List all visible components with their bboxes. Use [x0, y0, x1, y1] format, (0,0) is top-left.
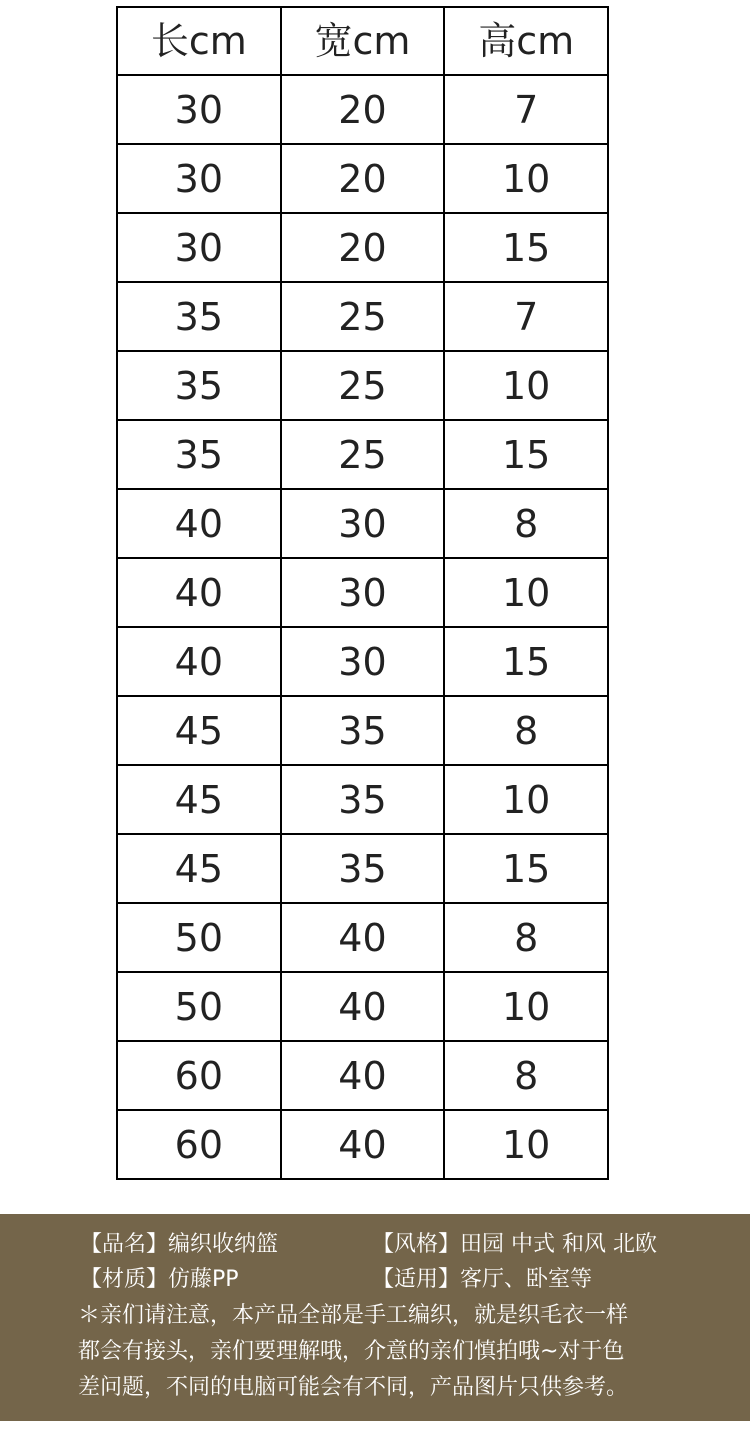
- cell-height: 8: [444, 1041, 608, 1110]
- cell-height: 8: [444, 489, 608, 558]
- cell-height: 10: [444, 1110, 608, 1179]
- header-height: 高cm: [444, 7, 608, 75]
- table-row: [117, 75, 608, 144]
- product-name-text: 【品名】编织收纳篮: [80, 1232, 279, 1257]
- cell-height: 10: [444, 972, 608, 1041]
- table-row: [117, 627, 608, 696]
- cell-length: 60: [117, 1041, 281, 1110]
- cell-width: 35: [281, 696, 445, 765]
- table-row: [117, 1041, 608, 1110]
- cell-height: 7: [444, 75, 608, 144]
- header-width: 宽cm: [281, 7, 445, 75]
- table-row: [117, 351, 608, 420]
- cell-length: 30: [117, 144, 281, 213]
- cell-length: 50: [117, 903, 281, 972]
- cell-length: 30: [117, 213, 281, 282]
- cell-height: 15: [444, 834, 608, 903]
- cell-height: 7: [444, 282, 608, 351]
- cell-height: 10: [444, 144, 608, 213]
- cell-length: 40: [117, 627, 281, 696]
- cell-length: 60: [117, 1110, 281, 1179]
- cell-width: 30: [281, 489, 445, 558]
- product-material-text: 【材质】仿藤PP: [80, 1267, 239, 1292]
- cell-length: 35: [117, 282, 281, 351]
- cell-width: 35: [281, 834, 445, 903]
- table-body: [117, 75, 608, 1179]
- cell-length: 45: [117, 696, 281, 765]
- notice-line-1: ＊亲们请注意，本产品全部是手工编织，就是织毛衣一样: [78, 1303, 629, 1328]
- notice-line-2: 都会有接头，亲们要理解哦，介意的亲们慎拍哦~对于色: [78, 1339, 625, 1364]
- cell-length: 30: [117, 75, 281, 144]
- cell-width: 20: [281, 75, 445, 144]
- cell-length: 45: [117, 765, 281, 834]
- cell-height: 10: [444, 558, 608, 627]
- cell-length: 35: [117, 420, 281, 489]
- table-row: [117, 489, 608, 558]
- cell-height: 8: [444, 903, 608, 972]
- product-info-panel: [0, 1214, 750, 1421]
- cell-width: 40: [281, 903, 445, 972]
- cell-width: 35: [281, 765, 445, 834]
- cell-width: 40: [281, 1110, 445, 1179]
- table-row: [117, 144, 608, 213]
- table-row: [117, 903, 608, 972]
- table-row: [117, 696, 608, 765]
- cell-height: 10: [444, 351, 608, 420]
- cell-width: 25: [281, 420, 445, 489]
- table-row: [117, 282, 608, 351]
- cell-width: 30: [281, 558, 445, 627]
- cell-length: 45: [117, 834, 281, 903]
- cell-length: 40: [117, 489, 281, 558]
- size-table: [116, 6, 609, 1180]
- cell-height: 15: [444, 627, 608, 696]
- table-row: [117, 558, 608, 627]
- cell-height: 15: [444, 420, 608, 489]
- product-use-text: 【适用】客厅、卧室等: [372, 1267, 593, 1292]
- cell-width: 25: [281, 282, 445, 351]
- cell-length: 35: [117, 351, 281, 420]
- cell-width: 40: [281, 972, 445, 1041]
- cell-width: 40: [281, 1041, 445, 1110]
- cell-height: 8: [444, 696, 608, 765]
- cell-width: 20: [281, 213, 445, 282]
- table-row: [117, 972, 608, 1041]
- cell-length: 40: [117, 558, 281, 627]
- table-row: [117, 213, 608, 282]
- table-row: [117, 1110, 608, 1179]
- table-row: [117, 765, 608, 834]
- cell-width: 20: [281, 144, 445, 213]
- cell-height: 10: [444, 765, 608, 834]
- notice-line-3: 差问题，不同的电脑可能会有不同，产品图片只供参考。: [78, 1375, 629, 1400]
- cell-width: 30: [281, 627, 445, 696]
- table-header-row: [117, 7, 608, 75]
- header-length: 长cm: [117, 7, 281, 75]
- table-row: [117, 834, 608, 903]
- cell-height: 15: [444, 213, 608, 282]
- product-style-text: 【风格】田园 中式 和风 北欧: [372, 1232, 657, 1257]
- table-row: [117, 420, 608, 489]
- cell-length: 50: [117, 972, 281, 1041]
- cell-width: 25: [281, 351, 445, 420]
